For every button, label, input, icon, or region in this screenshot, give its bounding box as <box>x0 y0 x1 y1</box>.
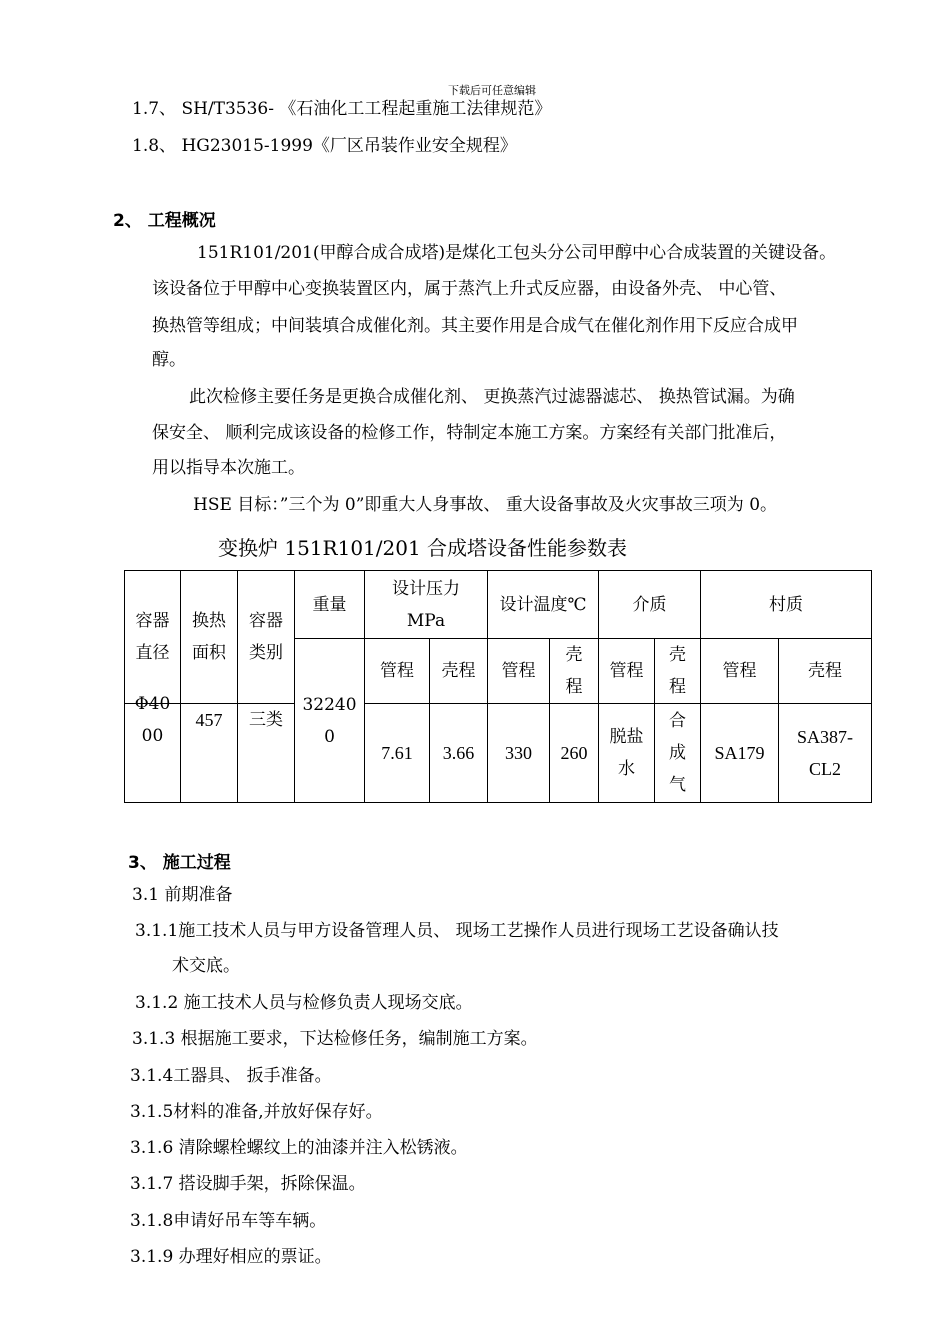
watermark: 下载后可任意编辑 <box>448 84 536 97</box>
step-3-1-1-cont: 术交底。 <box>172 956 240 976</box>
task-line-1: 此次检修主要任务是更换合成催化剂、 更换蒸汽过滤器滤芯、 换热管试漏。为确 <box>189 387 795 407</box>
subheader-material-shell: 壳程 <box>779 639 872 704</box>
cell-pressure-tube: 7.61 <box>365 704 430 803</box>
step-3-1-2: 3.1.2 施工技术人员与检修负责人现场交底。 <box>135 993 473 1013</box>
header-pressure: 设计压力 MPa <box>365 571 488 639</box>
overview-line-3: 换热管等组成；中间装填合成催化剂。其主要作用是合成气在催化剂作用下反应合成甲 <box>152 316 798 336</box>
header-diameter: 容器 直径 <box>125 571 181 704</box>
step-3-1-3: 3.1.3 根据施工要求，下达检修任务，编制施工方案。 <box>132 1029 538 1049</box>
header-area: 换热 面积 <box>181 571 238 704</box>
section-3-heading: 3、 施工过程 <box>128 853 231 873</box>
table-caption: 变换炉 151R101/201 合成塔设备性能参数表 <box>218 536 628 560</box>
reference-1-8: 1.8、 HG23015-1999《厂区吊装作业安全规程》 <box>132 136 517 156</box>
reference-1-7: 1.7、 SH/T3536- 《石油化工工程起重施工法律规范》 <box>132 99 552 119</box>
subheader-medium-shell: 壳 程 <box>655 639 701 704</box>
subheader-temp-shell: 壳 程 <box>550 639 599 704</box>
header-material: 村质 <box>701 571 872 639</box>
subheader-temp-tube: 管程 <box>488 639 550 704</box>
subheader-pressure-tube: 管程 <box>365 639 430 704</box>
spec-table <box>124 570 872 803</box>
cell-material-tube: SA179 <box>701 704 779 803</box>
step-3-1-5: 3.1.5材料的准备,并放好保存好。 <box>130 1102 383 1122</box>
cell-medium-shell: 合 成 气 <box>655 704 701 803</box>
header-weight: 重量 <box>295 571 365 639</box>
cell-category: 三类 <box>238 671 295 770</box>
step-3-1-7: 3.1.7 搭设脚手架，拆除保温。 <box>130 1174 366 1194</box>
overview-line-4: 醇。 <box>152 350 186 370</box>
subheader-material-tube: 管程 <box>701 639 779 704</box>
cell-area: 457 <box>181 671 238 770</box>
step-3-1-1: 3.1.1施工技术人员与甲方设备管理人员、 现场工艺操作人员进行现场工艺设备确认技 <box>135 921 779 941</box>
overview-line-2: 该设备位于甲醇中心变换装置区内，属于蒸汽上升式反应器，由设备外壳、 中心管、 <box>152 279 787 299</box>
step-3-1-4: 3.1.4工器具、 扳手准备。 <box>130 1066 332 1086</box>
step-3-1-8: 3.1.8申请好吊车等车辆。 <box>130 1211 327 1231</box>
cell-weight: 32240 0 <box>295 639 365 803</box>
header-temperature: 设计温度℃ <box>488 571 599 639</box>
cell-pressure-shell: 3.66 <box>430 704 488 803</box>
cell-material-shell: SA387- CL2 <box>779 704 872 803</box>
section-2-heading: 2、 工程概况 <box>113 211 216 231</box>
cell-temp-shell: 260 <box>550 704 599 803</box>
task-line-2: 保安全、 顺利完成该设备的检修工作，特制定本施工方案。方案经有关部门批准后， <box>152 423 787 443</box>
overview-line-1: 151R101/201(甲醇合成合成塔)是煤化工包头分公司甲醇中心合成装置的关键设备。 <box>197 243 837 263</box>
task-line-3: 用以指导本次施工。 <box>152 458 305 478</box>
header-medium: 介质 <box>599 571 701 639</box>
subheader-pressure-shell: 壳程 <box>430 639 488 704</box>
cell-diameter: Φ40 00 <box>125 671 181 770</box>
header-category: 容器 类别 <box>238 571 295 704</box>
step-3-1-6: 3.1.6 清除螺栓螺纹上的油漆并注入松锈液。 <box>130 1138 468 1158</box>
subheader-medium-tube: 管程 <box>599 639 655 704</box>
hse-goal: HSE 目标：”三个为 0”即重大人身事故、 重大设备事故及火灾事故三项为 0。 <box>193 495 778 515</box>
step-3-1-9: 3.1.9 办理好相应的票证。 <box>130 1247 332 1267</box>
cell-temp-tube: 330 <box>488 704 550 803</box>
subsection-3-1: 3.1 前期准备 <box>132 885 233 905</box>
cell-medium-tube: 脱盐 水 <box>599 704 655 803</box>
